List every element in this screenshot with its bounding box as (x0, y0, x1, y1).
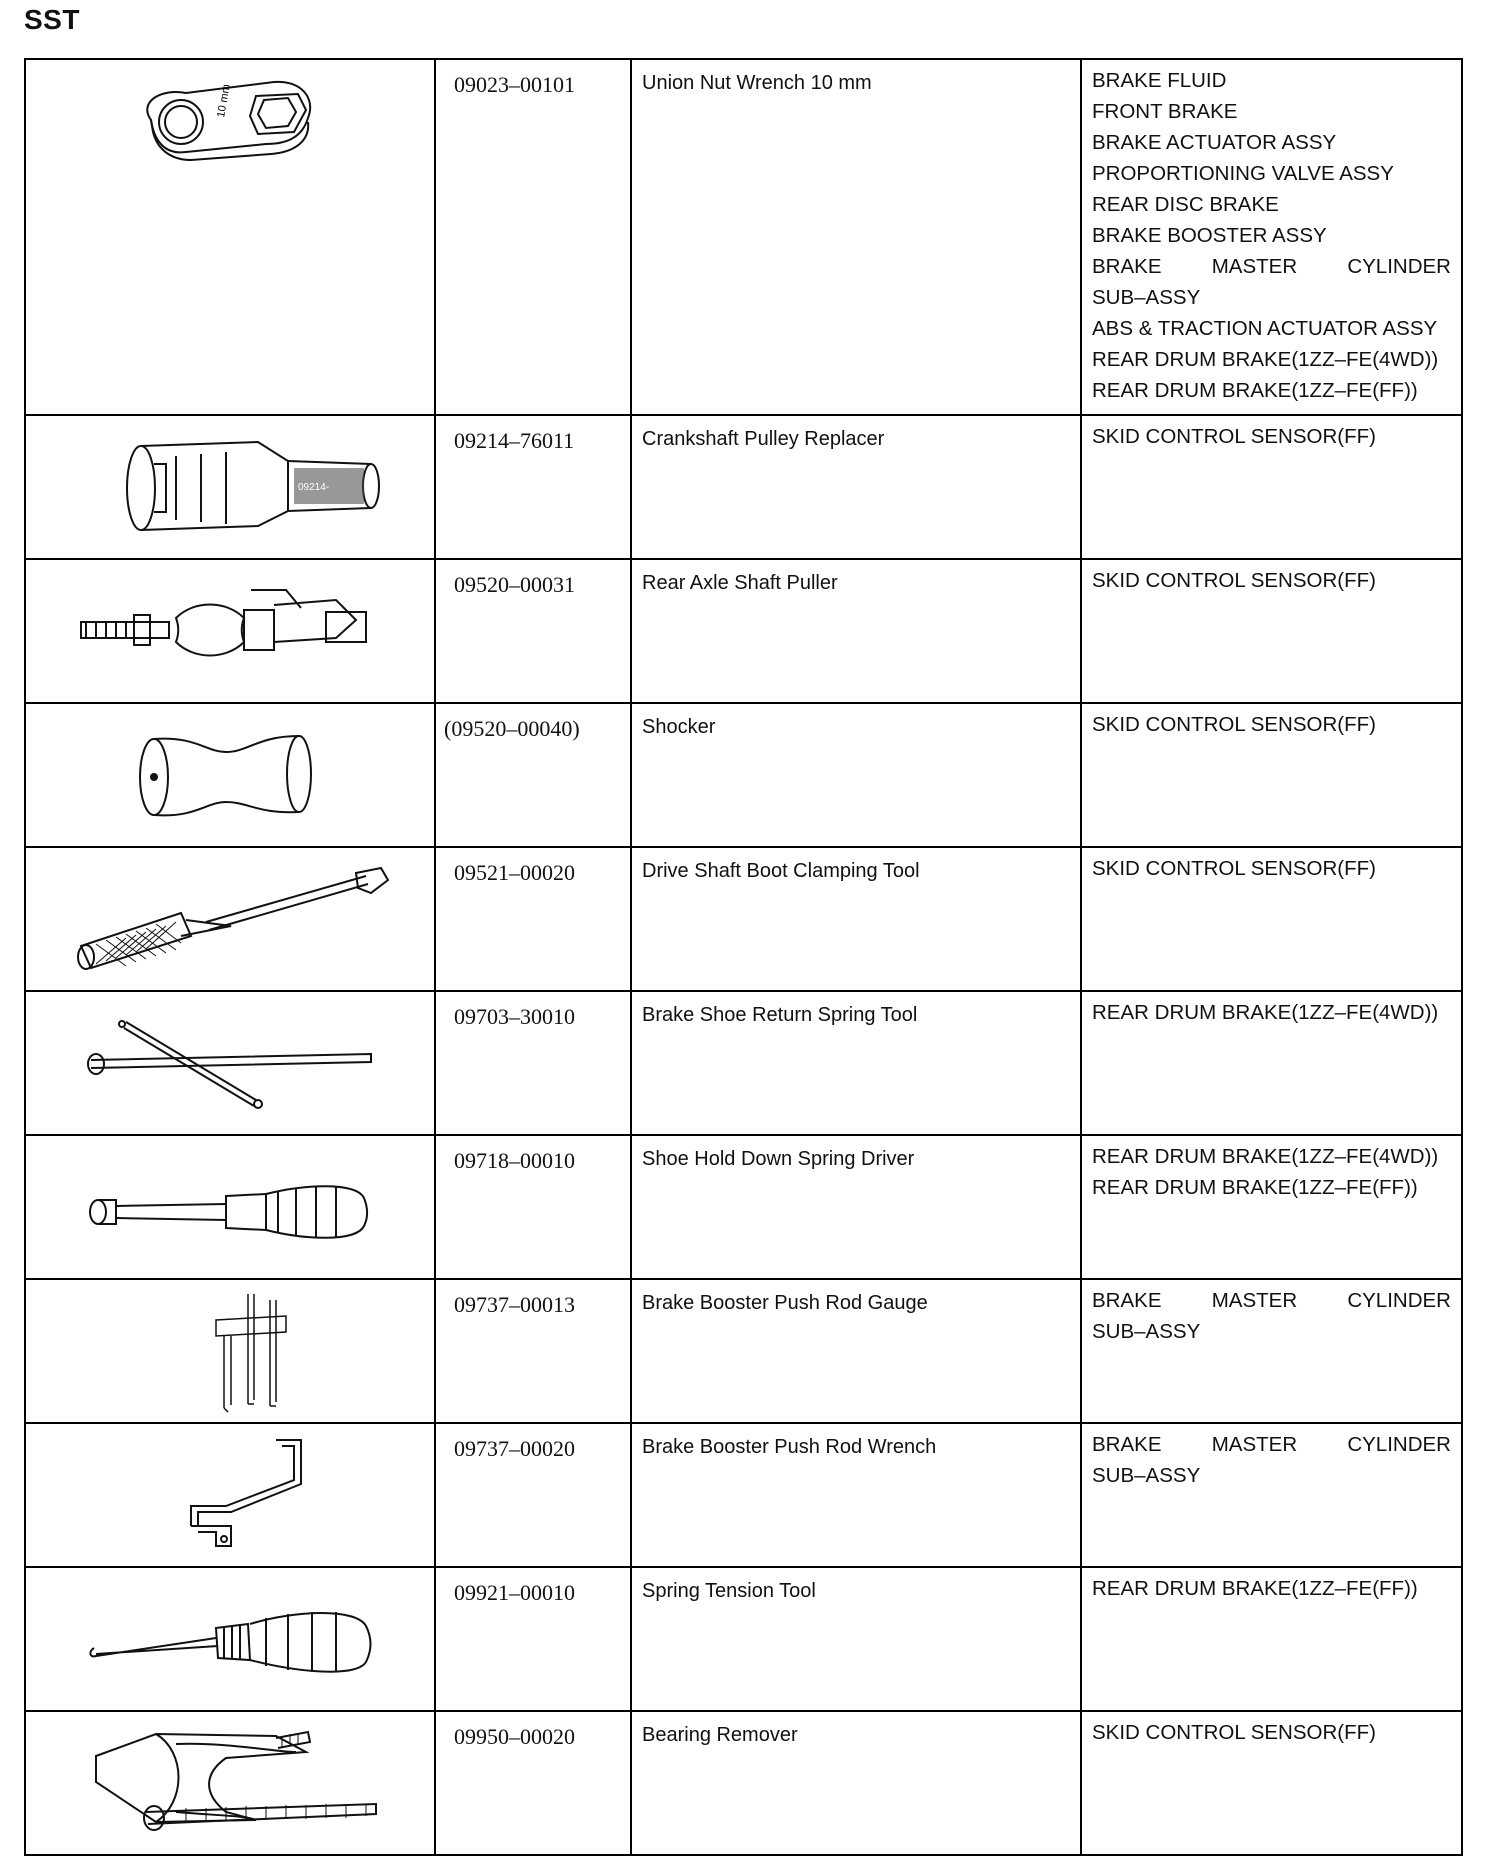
used-for-item: REAR DRUM BRAKE(1ZZ–FE(FF)) (1092, 1176, 1418, 1199)
used-for-item: SUB–ASSY (1092, 1320, 1201, 1343)
part-number: 09737–00013 (435, 1279, 631, 1423)
tool-illustration-cell (25, 991, 435, 1135)
used-for-item: SUB–ASSY (1092, 286, 1201, 309)
used-for-item: ABS & TRACTION ACTUATOR ASSY (1092, 317, 1438, 340)
used-for-item: SUB–ASSY (1092, 1464, 1201, 1487)
used-for-item: REAR DRUM BRAKE(1ZZ–FE(4WD)) (1092, 1145, 1439, 1168)
table-row (25, 59, 1462, 415)
table-row (25, 847, 1462, 991)
used-for-list (1081, 991, 1462, 1135)
table-row (25, 1279, 1462, 1423)
used-for-item: REAR DRUM BRAKE(1ZZ–FE(FF)) (1092, 1577, 1418, 1600)
tool-illustration-cell (25, 415, 435, 559)
used-for-item: BRAKE MASTER CYLINDER (1092, 1289, 1451, 1312)
used-for-list (1081, 415, 1462, 559)
table-row (25, 991, 1462, 1135)
tool-name: Crankshaft Pulley Replacer (631, 415, 1081, 559)
part-number: 09718–00010 (435, 1135, 631, 1279)
push-rod-wrench-icon (26, 1424, 432, 1564)
table-row (25, 1567, 1462, 1711)
brake-shoe-return-spring-tool-icon (26, 992, 432, 1132)
tool-illustration-cell (25, 1279, 435, 1423)
tool-illustration-cell (25, 703, 435, 847)
used-for-item: BRAKE ACTUATOR ASSY (1092, 131, 1337, 154)
tool-illustration-cell (25, 59, 435, 415)
tool-name: Drive Shaft Boot Clamping Tool (631, 847, 1081, 991)
shocker-icon (26, 704, 432, 844)
used-for-item: FRONT BRAKE (1092, 100, 1238, 123)
used-for-list (1081, 1567, 1462, 1711)
replacer-stamp-label: 09214- (298, 482, 330, 493)
part-number: 09520–00031 (435, 559, 631, 703)
used-for-item: REAR DRUM BRAKE(1ZZ–FE(4WD)) (1092, 1001, 1439, 1024)
part-number: 09950–00020 (435, 1711, 631, 1855)
tool-name: Union Nut Wrench 10 mm (631, 59, 1081, 415)
part-number: 09737–00020 (435, 1423, 631, 1567)
used-for-list (1081, 1711, 1462, 1855)
used-for-item: BRAKE MASTER CYLINDER (1092, 1433, 1451, 1456)
used-for-item: SKID CONTROL SENSOR(FF) (1092, 713, 1376, 736)
tool-name: Brake Shoe Return Spring Tool (631, 991, 1081, 1135)
table-row (25, 1135, 1462, 1279)
push-rod-gauge-icon (26, 1280, 432, 1420)
used-for-item: BRAKE MASTER CYLINDER (1092, 255, 1451, 278)
tool-name: Brake Booster Push Rod Wrench (631, 1423, 1081, 1567)
tool-illustration-cell (25, 1711, 435, 1855)
used-for-list (1081, 1135, 1462, 1279)
used-for-list (1081, 703, 1462, 847)
tool-name: Shocker (631, 703, 1081, 847)
used-for-list (1081, 559, 1462, 703)
tool-name: Bearing Remover (631, 1711, 1081, 1855)
tool-illustration-cell (25, 559, 435, 703)
used-for-item: REAR DRUM BRAKE(1ZZ–FE(4WD)) (1092, 348, 1439, 371)
page-title: SST (24, 4, 80, 35)
used-for-item: REAR DISC BRAKE (1092, 193, 1279, 216)
bearing-remover-icon (26, 1712, 432, 1852)
part-number: 09521–00020 (435, 847, 631, 991)
union-nut-wrench-icon (26, 60, 432, 180)
table-row (25, 415, 1462, 559)
table-row (25, 1423, 1462, 1567)
part-number: (09520–00040) (435, 703, 631, 847)
used-for-list (1081, 1279, 1462, 1423)
tool-illustration-cell (25, 1567, 435, 1711)
tool-name: Shoe Hold Down Spring Driver (631, 1135, 1081, 1279)
tool-name: Brake Booster Push Rod Gauge (631, 1279, 1081, 1423)
used-for-item: BRAKE FLUID (1092, 69, 1227, 92)
used-for-item: BRAKE BOOSTER ASSY (1092, 224, 1327, 247)
tool-illustration-cell (25, 1423, 435, 1567)
tool-name: Spring Tension Tool (631, 1567, 1081, 1711)
used-for-item: SKID CONTROL SENSOR(FF) (1092, 425, 1376, 448)
used-for-list (1081, 59, 1462, 415)
used-for-list (1081, 847, 1462, 991)
part-number: 09023–00101 (435, 59, 631, 415)
part-number: 09703–30010 (435, 991, 631, 1135)
wrench-stamp-label: 10 mm (215, 83, 233, 119)
used-for-item: REAR DRUM BRAKE(1ZZ–FE(FF)) (1092, 379, 1418, 402)
table-row (25, 1711, 1462, 1855)
crankshaft-pulley-replacer-icon (26, 416, 432, 556)
tool-illustration-cell (25, 847, 435, 991)
part-number: 09921–00010 (435, 1567, 631, 1711)
table-row (25, 703, 1462, 847)
drive-shaft-boot-clamping-tool-icon (26, 848, 432, 988)
shoe-hold-down-spring-driver-icon (26, 1136, 432, 1276)
part-number: 09214–76011 (435, 415, 631, 559)
tool-illustration-cell (25, 1135, 435, 1279)
spring-tension-tool-icon (26, 1568, 432, 1708)
used-for-item: SKID CONTROL SENSOR(FF) (1092, 1721, 1376, 1744)
table-row (25, 559, 1462, 703)
used-for-item: SKID CONTROL SENSOR(FF) (1092, 569, 1376, 592)
sst-table (24, 58, 1463, 1856)
tool-name: Rear Axle Shaft Puller (631, 559, 1081, 703)
used-for-item: SKID CONTROL SENSOR(FF) (1092, 857, 1376, 880)
rear-axle-shaft-puller-icon (26, 560, 432, 700)
used-for-list (1081, 1423, 1462, 1567)
used-for-item: PROPORTIONING VALVE ASSY (1092, 162, 1394, 185)
